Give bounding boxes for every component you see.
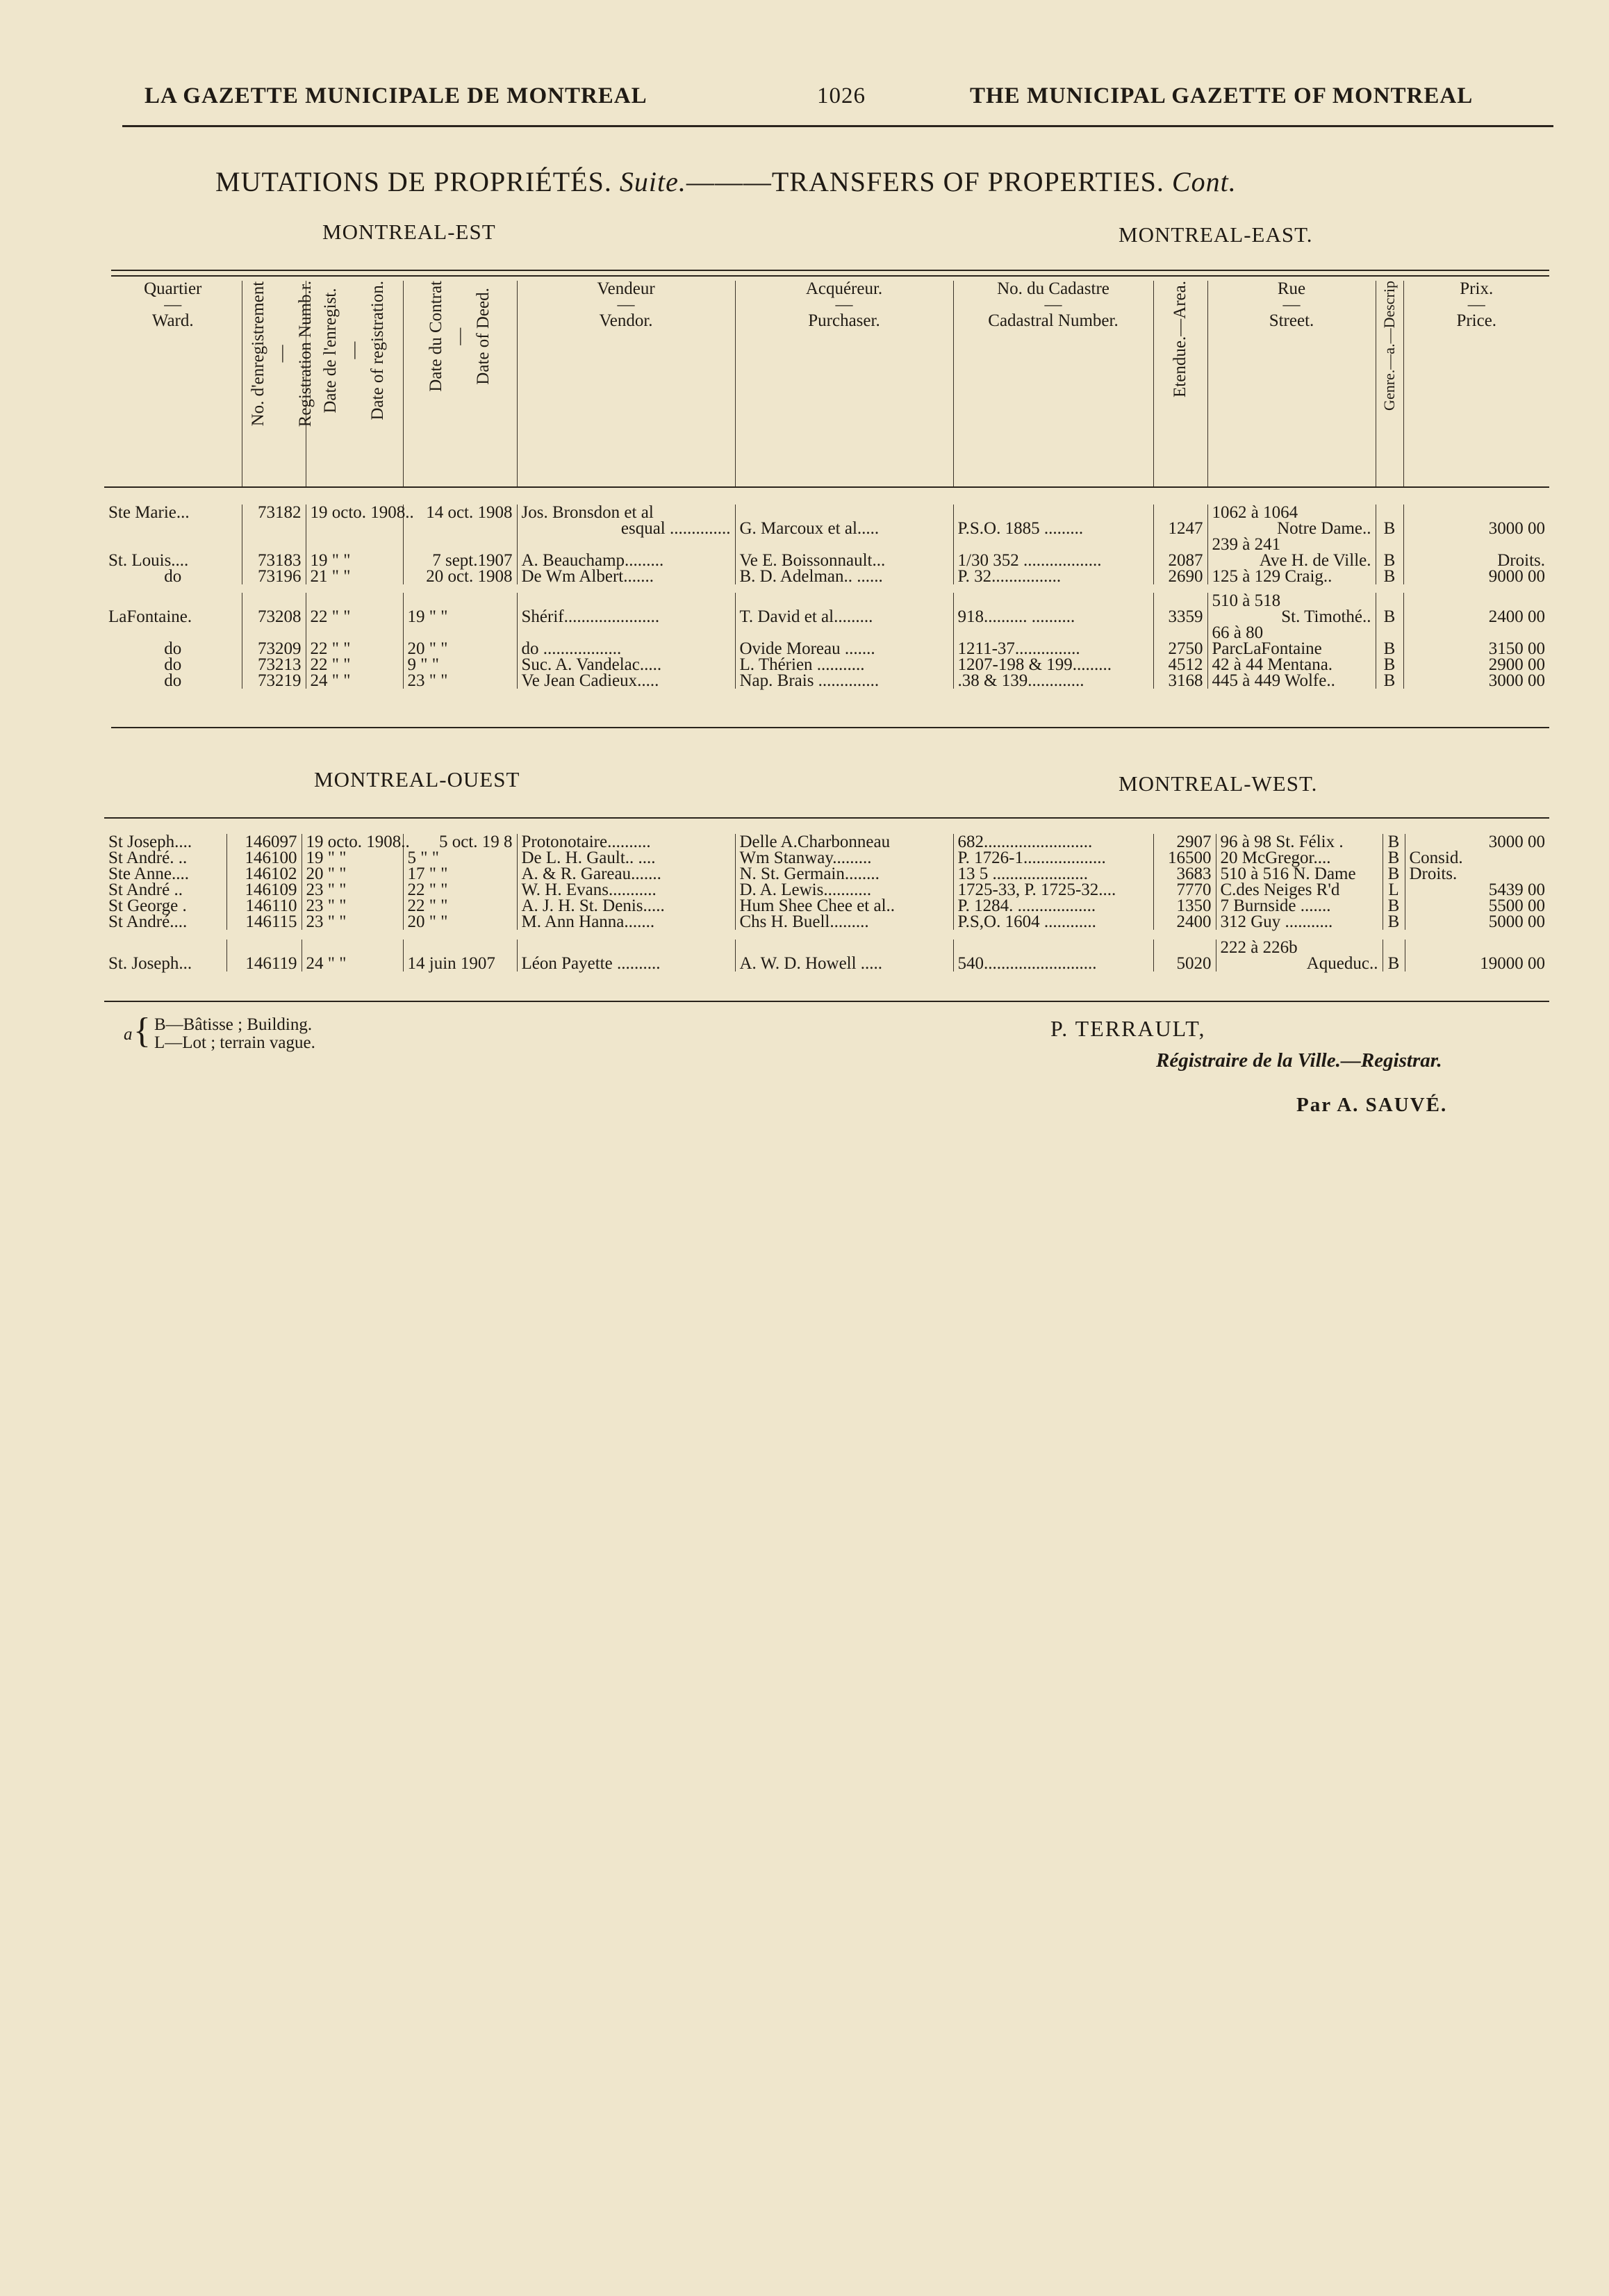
cell-reg-no: 146100 <box>226 850 302 866</box>
table-row <box>104 834 1549 850</box>
cell-street: 510 à 518 <box>1207 593 1376 609</box>
page-number: 1026 <box>817 83 866 108</box>
cell-vendor: do .................. <box>517 641 735 657</box>
cell-reg-date: 22 " " <box>306 609 403 625</box>
cell-street: 7 Burnside ....... <box>1216 898 1383 914</box>
cell-reg-no: 146109 <box>226 882 302 898</box>
cell-price: 3000 00 <box>1403 673 1549 689</box>
cell-street: 239 à 241 <box>1207 536 1376 552</box>
cell-deed-date: 20 " " <box>403 641 517 657</box>
cell-purchaser: Chs H. Buell......... <box>735 914 953 930</box>
cell-cadastre: 540.......................... <box>953 956 1153 971</box>
west-table-top-rule <box>104 817 1549 819</box>
cell-area: 2907 <box>1153 834 1216 850</box>
cell-reg-no: 73208 <box>242 609 306 625</box>
cell-kind: B <box>1383 914 1405 930</box>
cell-cadastre: P.S,O. 1604 ............ <box>953 914 1153 930</box>
cell-deed-date: 14 juin 1907 <box>403 956 517 971</box>
cell-area: 7770 <box>1153 882 1216 898</box>
table-row-pre <box>104 536 1549 552</box>
table-top-rule-1 <box>111 270 1549 271</box>
section-east-en: MONTREAL-EAST. <box>1119 222 1313 247</box>
cell-price: 2900 00 <box>1403 657 1549 673</box>
transfers-table-west <box>104 834 1549 977</box>
cell-ward: St André.... <box>108 912 188 931</box>
cell-deed-date: 20 oct. 1908 <box>403 568 517 584</box>
cell-reg-no: 73213 <box>242 657 306 673</box>
cell-area: 3683 <box>1153 866 1216 882</box>
col-vendor: Vendeur — Vendor. <box>517 281 735 487</box>
cell-purchaser: Ve E. Boissonnault... <box>735 552 953 568</box>
table-row <box>104 505 1549 520</box>
cell-street-cont: ParcLaFontaine <box>1207 641 1376 657</box>
cell-street: 510 à 516 N. Dame <box>1216 866 1383 882</box>
cell-ward: do <box>164 655 182 674</box>
col-cadastre: No. du Cadastre — Cadastral Number. <box>953 281 1153 487</box>
cell-vendor: Shérif...................... <box>517 609 735 625</box>
cell-reg-no: 73182 <box>242 505 306 520</box>
cell-ward: St. Louis.... <box>108 551 189 570</box>
cell-reg-date: 19 octo. 1908.. <box>306 505 403 520</box>
cell-vendor: A. Beauchamp......... <box>517 552 735 568</box>
cell-area: 1350 <box>1153 898 1216 914</box>
cell-deed-date: 20 " " <box>403 914 517 930</box>
cell-street-cont: St. Timothé.. <box>1207 609 1376 625</box>
cell-area: 2400 <box>1153 914 1216 930</box>
table-row <box>104 552 1549 568</box>
cell-reg-date: 23 " " <box>302 914 403 930</box>
cell-purchaser: B. D. Adelman.. ...... <box>735 568 953 584</box>
cell-cadastre: P. 32................ <box>953 568 1153 584</box>
cell-deed-date: 23 " " <box>403 673 517 689</box>
transfers-table-east <box>104 281 1549 703</box>
cell-reg-no: 146119 <box>226 956 302 971</box>
cell-price: Droits. <box>1405 866 1549 882</box>
cell-vendor: Ve Jean Cadieux..... <box>517 673 735 689</box>
cell-price: 5000 00 <box>1405 914 1549 930</box>
cell-purchaser: Delle A.Charbonneau <box>735 834 953 850</box>
cell-reg-date: 23 " " <box>302 898 403 914</box>
cell-cadastre: 682......................... <box>953 834 1153 850</box>
cell-reg-date: 22 " " <box>306 641 403 657</box>
cell-vendor: A. J. H. St. Denis..... <box>517 898 735 914</box>
cell-area: 16500 <box>1153 850 1216 866</box>
cell-reg-date: 21 " " <box>306 568 403 584</box>
table-row <box>104 898 1549 914</box>
cell-cadastre: 1725-33, P. 1725-32.... <box>953 882 1153 898</box>
cell-kind: B <box>1376 641 1403 657</box>
running-head-left: LA GAZETTE MUNICIPALE DE MONTREAL <box>145 83 647 108</box>
cell-purchaser: Wm Stanway......... <box>735 850 953 866</box>
cell-street-cont: Notre Dame.. <box>1207 520 1376 536</box>
cell-price: 3000 00 <box>1405 834 1549 850</box>
cell-deed-date: 19 " " <box>403 609 517 625</box>
cell-street: 312 Guy ........... <box>1216 914 1383 930</box>
title-en-suffix: Cont. <box>1171 166 1237 197</box>
cell-area: 3168 <box>1153 673 1207 689</box>
cell-street: C.des Neiges R'd <box>1216 882 1383 898</box>
cell-street: 1062 à 1064 <box>1207 505 1376 520</box>
cell-purchaser: Nap. Brais .............. <box>735 673 953 689</box>
cell-reg-no: 146102 <box>226 866 302 882</box>
cell-cadastre: 1/30 352 .................. <box>953 552 1153 568</box>
cell-cadastre: 1207-198 & 199......... <box>953 657 1153 673</box>
running-head-right: THE MUNICIPAL GAZETTE OF MONTREAL <box>970 83 1474 108</box>
section-east-fr: MONTREAL-EST <box>322 220 496 244</box>
col-kind: Genre.—a.—Descrip <box>1376 281 1403 487</box>
cell-kind: B <box>1376 609 1403 625</box>
cell-price: 3150 00 <box>1403 641 1549 657</box>
cell-purchaser: D. A. Lewis........... <box>735 882 953 898</box>
cell-vendor: A. & R. Gareau....... <box>517 866 735 882</box>
cell-kind: B <box>1376 520 1403 536</box>
cell-purchaser: Hum Shee Chee et al.. <box>735 898 953 914</box>
cell-reg-no: 146110 <box>226 898 302 914</box>
cell-street-cont: Ave H. de Ville. <box>1207 552 1376 568</box>
cell-street: 445 à 449 Wolfe.. <box>1207 673 1376 689</box>
cell-ward: St André .. <box>108 880 183 899</box>
cell-purchaser: G. Marcoux et al..... <box>735 520 953 536</box>
page-title <box>215 165 1237 198</box>
section-west-fr: MONTREAL-OUEST <box>314 767 520 792</box>
table-row-pre <box>104 625 1549 641</box>
cell-deed-date: 9 " " <box>403 657 517 673</box>
legend-line: B—Bâtisse ; Building. <box>154 1015 313 1034</box>
cell-vendor: De Wm Albert....... <box>517 568 735 584</box>
table-row <box>104 914 1549 930</box>
cell-kind: B <box>1383 850 1405 866</box>
col-reg-no: No. d'enregistrement — Registration Numb.r. <box>242 281 306 487</box>
signature-role: Régistraire de la Ville.—Registrar. <box>1156 1049 1442 1072</box>
cell-kind: B <box>1376 657 1403 673</box>
cell-price: 5500 00 <box>1405 898 1549 914</box>
cell-ward: LaFontaine. <box>108 607 192 626</box>
col-street: Rue — Street. <box>1207 281 1376 487</box>
cell-reg-no: 73219 <box>242 673 306 689</box>
cell-ward: St George . <box>108 896 187 915</box>
cell-reg-date: 19 " " <box>306 552 403 568</box>
cell-street-cont: Aqueduc.. <box>1216 956 1383 971</box>
cell-reg-no: 146097 <box>226 834 302 850</box>
cell-cadastre: 1211-37............... <box>953 641 1153 657</box>
cell-reg-date: 19 " " <box>302 850 403 866</box>
cell-reg-date: 19 octo. 1908.. <box>302 834 403 850</box>
cell-ward: do <box>164 567 182 586</box>
cell-price: Droits. <box>1403 552 1549 568</box>
cell-vendor: W. H. Evans........... <box>517 882 735 898</box>
cell-cadastre: P. 1284. .................. <box>953 898 1153 914</box>
table-row-pre <box>104 593 1549 609</box>
cell-ward: do <box>164 639 182 658</box>
cell-vendor-cont: esqual .............. <box>517 520 735 536</box>
cell-kind: B <box>1383 834 1405 850</box>
cell-vendor: Suc. A. Vandelac..... <box>517 657 735 673</box>
cell-vendor: De L. H. Gault.. .... <box>517 850 735 866</box>
cell-area: 5020 <box>1153 956 1216 971</box>
cell-deed-date: 7 sept.1907 <box>403 552 517 568</box>
cell-reg-date: 20 " " <box>302 866 403 882</box>
cell-reg-date: 23 " " <box>302 882 403 898</box>
cell-reg-date: 24 " " <box>306 673 403 689</box>
table-row <box>104 641 1549 657</box>
cell-deed-date: 14 oct. 1908 <box>403 505 517 520</box>
cell-price: 19000 00 <box>1405 956 1549 971</box>
cell-cadastre: P.S.O. 1885 ......... <box>953 520 1153 536</box>
table-row <box>104 609 1549 625</box>
cell-street: 96 à 98 St. Félix . <box>1216 834 1383 850</box>
cell-street: 125 à 129 Craig.. <box>1207 568 1376 584</box>
cell-price: 9000 00 <box>1403 568 1549 584</box>
legend-marker: a <box>124 1025 133 1044</box>
col-deed-date: Date du Contrat — Date of Deed. <box>403 281 517 487</box>
title-en: TRANSFERS OF PROPERTIES. <box>771 166 1164 197</box>
cell-kind: B <box>1376 568 1403 584</box>
cell-reg-no: 73196 <box>242 568 306 584</box>
legend-line: L—Lot ; terrain vague. <box>154 1033 315 1052</box>
cell-street: 20 McGregor.... <box>1216 850 1383 866</box>
section-west-en: MONTREAL-WEST. <box>1119 771 1318 796</box>
table-row <box>104 882 1549 898</box>
cell-ward: Ste Anne.... <box>108 864 189 883</box>
cell-ward: St André. .. <box>108 848 188 867</box>
cell-area: 3359 <box>1153 609 1207 625</box>
cell-vendor: M. Ann Hanna....... <box>517 914 735 930</box>
signature-by: Par A. SAUVÉ. <box>1296 1094 1448 1116</box>
east-table-bottom-rule <box>111 727 1549 728</box>
cell-deed-date: 5 oct. 19 8 <box>403 834 517 850</box>
cell-purchaser: T. David et al......... <box>735 609 953 625</box>
cell-price: 2400 00 <box>1403 609 1549 625</box>
cell-cadastre: P. 1726-1................... <box>953 850 1153 866</box>
cell-ward: St. Joseph... <box>108 954 192 973</box>
title-fr-suffix: Suite. <box>619 166 686 197</box>
cell-deed-date: 17 " " <box>403 866 517 882</box>
cell-purchaser: A. W. D. Howell ..... <box>735 956 953 971</box>
brace-icon: { <box>133 1011 151 1051</box>
cell-price: 5439 00 <box>1405 882 1549 898</box>
cell-kind: B <box>1376 673 1403 689</box>
cell-area: 2087 <box>1153 552 1207 568</box>
cell-kind: L <box>1383 882 1405 898</box>
cell-kind: B <box>1383 898 1405 914</box>
cell-cadastre: 13 5 ...................... <box>953 866 1153 882</box>
cell-price: Consid. <box>1405 850 1549 866</box>
cell-purchaser: N. St. Germain........ <box>735 866 953 882</box>
cell-area: 2750 <box>1153 641 1207 657</box>
cell-vendor: Protonotaire.......... <box>517 834 735 850</box>
table-top-rule-2 <box>111 275 1549 277</box>
cell-reg-date: 22 " " <box>306 657 403 673</box>
cell-kind: B <box>1383 956 1405 971</box>
cell-street: 42 à 44 Mentana. <box>1207 657 1376 673</box>
title-fr: MUTATIONS DE PROPRIÉTÉS. <box>215 166 612 197</box>
signature-name: P. TERRAULT, <box>1050 1016 1206 1041</box>
table-row-cont <box>104 520 1549 536</box>
cell-kind: B <box>1383 866 1405 882</box>
cell-reg-date: 24 " " <box>302 956 403 971</box>
cell-cadastre: 918.......... .......... <box>953 609 1153 625</box>
cell-deed-date: 5 " " <box>403 850 517 866</box>
table-row <box>104 673 1549 689</box>
cell-reg-no: 73183 <box>242 552 306 568</box>
cell-reg-no: 73209 <box>242 641 306 657</box>
cell-cadastre: .38 & 139............. <box>953 673 1153 689</box>
cell-area: 1247 <box>1153 520 1207 536</box>
table-row <box>104 956 1549 971</box>
table-row-pre <box>104 940 1549 956</box>
cell-ward: Ste Marie... <box>108 503 190 522</box>
table-row <box>104 866 1549 882</box>
cell-reg-no: 146115 <box>226 914 302 930</box>
col-ward: Quartier — Ward. <box>144 279 202 330</box>
cell-kind: B <box>1376 552 1403 568</box>
col-purchaser: Acquéreur. — Purchaser. <box>735 281 953 487</box>
west-table-bottom-rule <box>104 1001 1549 1002</box>
col-area: Etendue.—Area. <box>1153 281 1207 487</box>
cell-street: 66 à 80 <box>1207 625 1376 641</box>
cell-deed-date: 22 " " <box>403 898 517 914</box>
header-rule <box>122 125 1553 127</box>
table-row <box>104 850 1549 866</box>
cell-price: 3000 00 <box>1403 520 1549 536</box>
column-headers <box>104 281 1549 487</box>
cell-deed-date: 22 " " <box>403 882 517 898</box>
col-price: Prix. — Price. <box>1403 281 1549 487</box>
title-separator: ——— <box>686 166 772 197</box>
cell-street: 222 à 226b <box>1216 940 1383 956</box>
table-row <box>104 568 1549 584</box>
cell-ward: do <box>164 671 182 690</box>
cell-area: 2690 <box>1153 568 1207 584</box>
col-reg-date: Date de l'enregist. — Date of registration. <box>306 281 403 487</box>
table-row <box>104 657 1549 673</box>
cell-ward: St Joseph.... <box>108 833 192 851</box>
cell-purchaser: L. Thérien ........... <box>735 657 953 673</box>
cell-area: 4512 <box>1153 657 1207 673</box>
cell-purchaser: Ovide Moreau ....... <box>735 641 953 657</box>
cell-vendor: Léon Payette .......... <box>517 956 735 971</box>
cell-vendor: Jos. Bronsdon et al <box>517 505 735 520</box>
